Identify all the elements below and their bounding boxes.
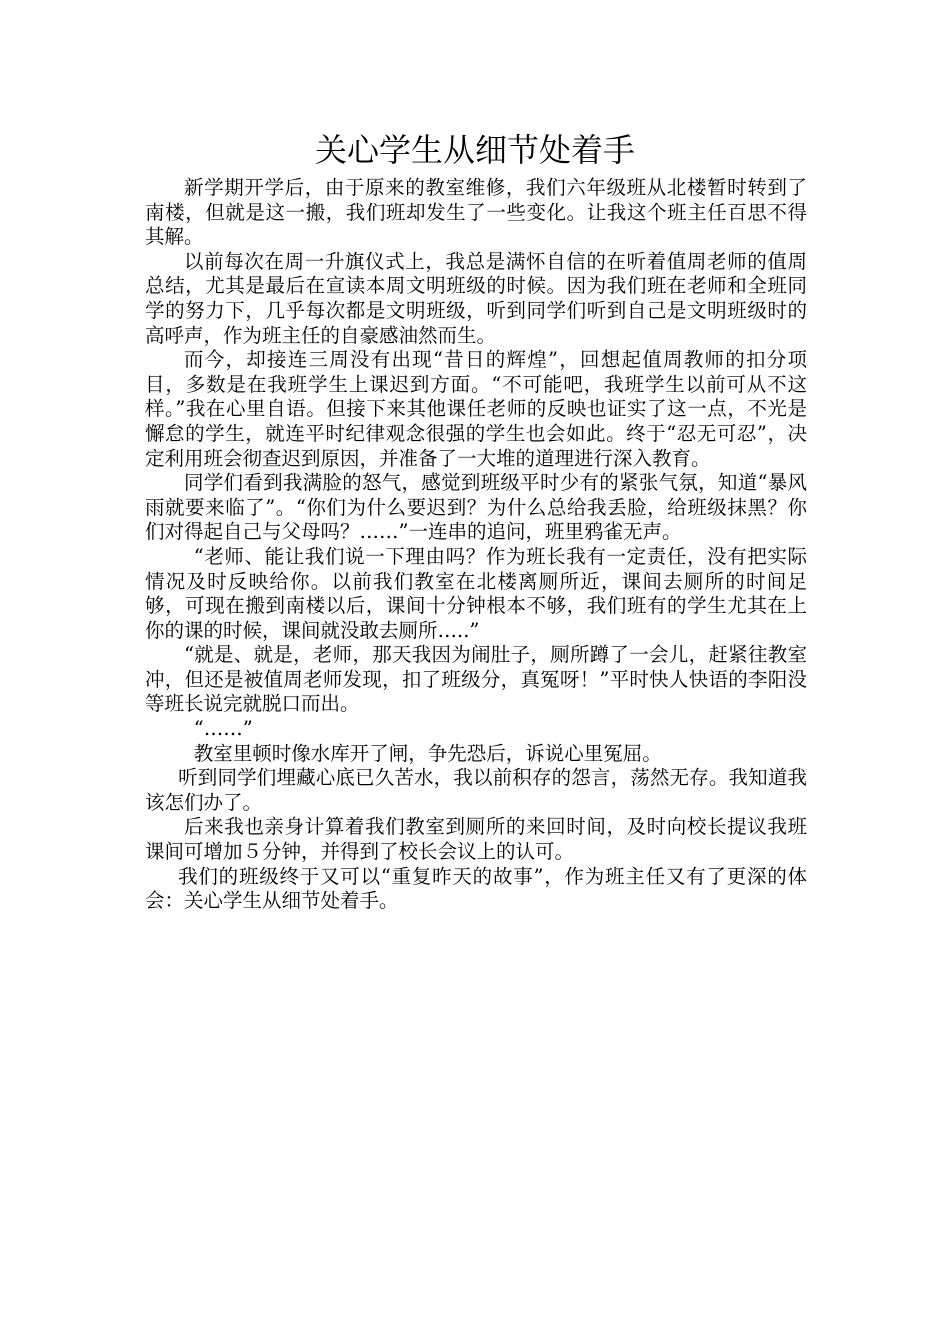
paragraph-5: “老师、能让我们说一下理由吗？作为班长我有一定责任，没有把实际情况及时反映给你。以前我们教室在北楼离厕所近，课间去厕所的时间足够，可现在搬到南楼以后，课间十分钟根本不够，我们班有的学生尤其在上你的课的时候，课间就没敢去厕所…..” <box>145 544 807 642</box>
paragraph-3: 而今，却接连三周没有出现“昔日的辉煌”，回想起值周教师的扣分项目，多数是在我班学生上课迟到方面。“不可能吧，我班学生以前可从不这样。”我在心里自语。但接下来其他课任老师的反映也证实了这一点，不光是懈怠的学生，就连平时纪律观念很强的学生也会如此。终于“忍无可忍”，决定利用班会彻查迟到原因，并准备了一大堆的道理进行深入教育。 <box>145 348 807 470</box>
paragraph-10: 后来我也亲身计算着我们教室到厕所的来回时间，及时向校长提议我班课间可增加５分钟，并得到了校长会议上的认可。 <box>145 815 807 864</box>
document-title: 关心学生从细节处着手 <box>314 131 635 169</box>
paragraph-2: 以前每次在周一升旗仪式上，我总是满怀自信的在听着值周老师的值周总结，尤其是最后在宣读本周文明班级的时候。因为我们班在老师和全班同学的努力下，几乎每次都是文明班级，听到同学们听到自己是文明班级时的高呼声，作为班主任的自豪感油然而生。 <box>145 249 807 347</box>
paragraph-8: 教室里顿时像水库开了闸，争先恐后，诉说心里冤屈。 <box>193 741 662 765</box>
document-body <box>145 176 807 914</box>
paragraph-11: 我们的班级终于又可以“重复昨天的故事”，作为班主任又有了更深的体会：关心学生从细节处着手。 <box>145 864 807 913</box>
paragraph-4: 同学们看到我满脸的怒气，感觉到班级平时少有的紧张气氛，知道“暴风雨就要来临了”。“你们为什么要迟到？为什么总给我丢脸，给班级抹黑？你们对得起自己与父母吗？……”一连串的追问，班里鸦雀无声。 <box>145 471 807 544</box>
paragraph-1: 新学期开学后，由于原来的教室维修，我们六年级班从北楼暂时转到了南楼，但就是这一搬，我们班却发生了一些变化。让我这个班主任百思不得其解。 <box>145 176 807 249</box>
paragraph-7: “……” <box>193 717 253 741</box>
paragraph-6: “就是、就是，老师，那天我因为闹肚子，厕所蹲了一会儿，赶紧往教室冲，但还是被值周老师发现，扣了班级分，真冤呀！”平时快人快语的李阳没等班长说完就脱口而出。 <box>145 643 807 716</box>
paragraph-9: 听到同学们埋藏心底已久苦水，我以前积存的怨言，荡然无存。我知道我该怎们办了。 <box>145 766 807 814</box>
